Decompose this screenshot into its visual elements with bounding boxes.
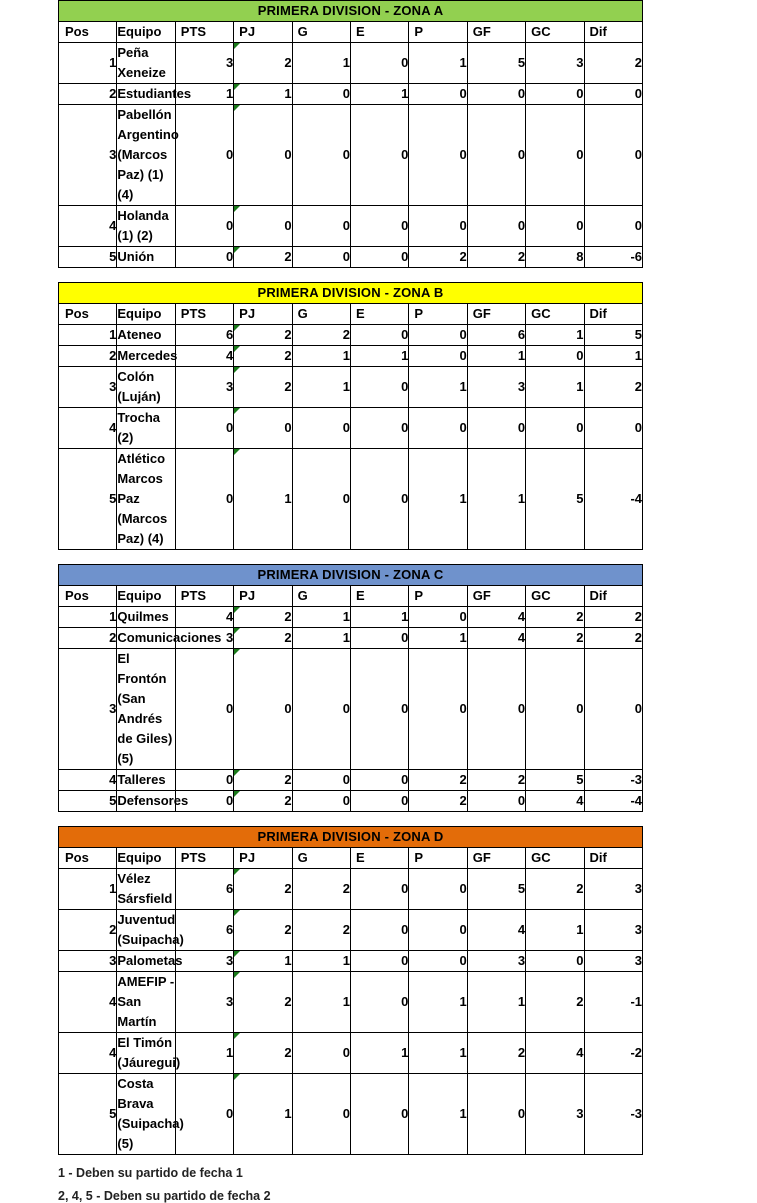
footnote: 1 - Deben su partido de fecha 1: [58, 1166, 243, 1180]
cell-pj: 2: [234, 247, 292, 268]
cell-g: 0: [292, 247, 350, 268]
column-header-pj: PJ: [234, 848, 292, 869]
cell-p: 1: [409, 367, 467, 408]
column-header-team: Equipo: [117, 22, 175, 43]
column-header-team: Equipo: [117, 848, 175, 869]
cell-pj: 0: [234, 649, 292, 770]
cell-p: 0: [409, 869, 467, 910]
cell-dif: 0: [584, 649, 642, 770]
cell-g: 0: [292, 84, 350, 105]
cell-team: Holanda (1) (2): [117, 206, 175, 247]
cell-g: 1: [292, 628, 350, 649]
cell-e: 1: [350, 607, 408, 628]
cell-p: 0: [409, 84, 467, 105]
cell-team: Pabellón Argentino (Marcos Paz) (1) (4): [117, 105, 175, 206]
cell-pj: 1: [234, 1074, 292, 1155]
cell-e: 1: [350, 346, 408, 367]
column-header-g: G: [292, 586, 350, 607]
cell-e: 0: [350, 325, 408, 346]
footnote: 2, 4, 5 - Deben su partido de fecha 2: [58, 1189, 271, 1203]
table-row: [59, 649, 643, 770]
cell-dif: -6: [584, 247, 642, 268]
column-header-pos: Pos: [59, 22, 117, 43]
cell-e: 0: [350, 449, 408, 550]
cell-team: Mercedes: [117, 346, 175, 367]
table-row: [59, 869, 643, 910]
cell-team: Colón (Luján): [117, 367, 175, 408]
zone-block: [0, 282, 757, 550]
cell-dif: 2: [584, 367, 642, 408]
cell-pj: 2: [234, 607, 292, 628]
cell-p: 0: [409, 206, 467, 247]
cell-pts: 0: [175, 649, 233, 770]
cell-dif: 3: [584, 869, 642, 910]
cell-team: Estudiantes: [117, 84, 175, 105]
cell-gf: 0: [467, 206, 525, 247]
cell-pos: 3: [59, 649, 117, 770]
table-row: [59, 206, 643, 247]
cell-pos: 2: [59, 910, 117, 951]
cell-pts: 3: [175, 628, 233, 649]
cell-pos: 1: [59, 607, 117, 628]
cell-e: 0: [350, 628, 408, 649]
cell-gc: 1: [526, 367, 584, 408]
table-row: [59, 910, 643, 951]
standings-table: [58, 564, 643, 812]
cell-p: 1: [409, 43, 467, 84]
column-header-g: G: [292, 304, 350, 325]
cell-pos: 3: [59, 951, 117, 972]
cell-pos: 2: [59, 346, 117, 367]
column-header-pts: PTS: [175, 586, 233, 607]
cell-g: 1: [292, 367, 350, 408]
cell-team: Vélez Sársfield: [117, 869, 175, 910]
table-header-row: [59, 304, 643, 325]
zone-block: [0, 564, 757, 812]
column-header-pj: PJ: [234, 22, 292, 43]
cell-pos: 4: [59, 972, 117, 1033]
cell-gf: 3: [467, 367, 525, 408]
column-header-gc: GC: [526, 848, 584, 869]
cell-gc: 4: [526, 791, 584, 812]
cell-gc: 3: [526, 43, 584, 84]
table-row: [59, 408, 643, 449]
cell-pos: 2: [59, 628, 117, 649]
cell-team: Talleres: [117, 770, 175, 791]
cell-pj: 0: [234, 206, 292, 247]
cell-dif: 2: [584, 628, 642, 649]
cell-pj: 2: [234, 367, 292, 408]
cell-team: Quilmes: [117, 607, 175, 628]
column-header-pj: PJ: [234, 304, 292, 325]
cell-pts: 6: [175, 910, 233, 951]
cell-gc: 0: [526, 951, 584, 972]
footnotes: [58, 1166, 757, 1203]
cell-gc: 2: [526, 607, 584, 628]
cell-pj: 1: [234, 951, 292, 972]
cell-dif: 3: [584, 910, 642, 951]
standings-table: [58, 282, 643, 550]
column-header-pts: PTS: [175, 848, 233, 869]
cell-e: 1: [350, 84, 408, 105]
cell-team: Peña Xeneize: [117, 43, 175, 84]
cell-dif: -2: [584, 1033, 642, 1074]
cell-p: 0: [409, 607, 467, 628]
table-row: [59, 770, 643, 791]
cell-gc: 0: [526, 408, 584, 449]
cell-pj: 2: [234, 972, 292, 1033]
cell-dif: 0: [584, 206, 642, 247]
cell-gc: 0: [526, 84, 584, 105]
column-header-gc: GC: [526, 586, 584, 607]
cell-team: Ateneo: [117, 325, 175, 346]
cell-pts: 3: [175, 972, 233, 1033]
cell-team: Atlético Marcos Paz (Marcos Paz) (4): [117, 449, 175, 550]
column-header-gc: GC: [526, 304, 584, 325]
cell-gc: 0: [526, 346, 584, 367]
column-header-pos: Pos: [59, 586, 117, 607]
cell-e: 0: [350, 43, 408, 84]
cell-gc: 1: [526, 325, 584, 346]
cell-p: 0: [409, 910, 467, 951]
column-header-pts: PTS: [175, 22, 233, 43]
cell-g: 0: [292, 791, 350, 812]
cell-g: 2: [292, 325, 350, 346]
cell-gf: 3: [467, 951, 525, 972]
cell-p: 2: [409, 770, 467, 791]
cell-p: 2: [409, 247, 467, 268]
cell-gf: 6: [467, 325, 525, 346]
cell-dif: 2: [584, 43, 642, 84]
cell-dif: 3: [584, 951, 642, 972]
column-header-e: E: [350, 848, 408, 869]
column-header-dif: Dif: [584, 304, 642, 325]
cell-gf: 4: [467, 607, 525, 628]
cell-p: 0: [409, 346, 467, 367]
cell-g: 0: [292, 1033, 350, 1074]
column-header-g: G: [292, 22, 350, 43]
cell-e: 0: [350, 972, 408, 1033]
cell-pts: 4: [175, 346, 233, 367]
cell-dif: 1: [584, 346, 642, 367]
cell-p: 0: [409, 408, 467, 449]
cell-g: 2: [292, 910, 350, 951]
cell-g: 1: [292, 972, 350, 1033]
cell-team: AMEFIP - San Martín: [117, 972, 175, 1033]
table-row: [59, 791, 643, 812]
cell-gc: 0: [526, 649, 584, 770]
table-row: [59, 105, 643, 206]
cell-pj: 2: [234, 770, 292, 791]
table-header-row: [59, 586, 643, 607]
cell-team: Comunicaciones: [117, 628, 175, 649]
cell-p: 1: [409, 1074, 467, 1155]
cell-team: Defensores: [117, 791, 175, 812]
table-row: [59, 1074, 643, 1155]
cell-dif: -4: [584, 449, 642, 550]
cell-pts: 0: [175, 791, 233, 812]
cell-e: 0: [350, 770, 408, 791]
table-row: [59, 367, 643, 408]
cell-pos: 3: [59, 367, 117, 408]
cell-gf: 0: [467, 649, 525, 770]
cell-pos: 4: [59, 206, 117, 247]
cell-team: Unión: [117, 247, 175, 268]
cell-pj: 2: [234, 325, 292, 346]
cell-gf: 0: [467, 791, 525, 812]
column-header-gf: GF: [467, 22, 525, 43]
table-row: [59, 607, 643, 628]
cell-gc: 4: [526, 1033, 584, 1074]
zone-title: PRIMERA DIVISION - ZONA B: [59, 283, 643, 304]
zone-spacer: [0, 812, 757, 826]
cell-pts: 0: [175, 1074, 233, 1155]
cell-g: 0: [292, 1074, 350, 1155]
cell-gf: 1: [467, 346, 525, 367]
table-row: [59, 346, 643, 367]
cell-g: 1: [292, 346, 350, 367]
cell-team: Juventud (Suipacha): [117, 910, 175, 951]
table-header-row: [59, 848, 643, 869]
cell-pts: 0: [175, 449, 233, 550]
column-header-team: Equipo: [117, 586, 175, 607]
cell-pj: 2: [234, 628, 292, 649]
cell-pts: 0: [175, 408, 233, 449]
cell-g: 0: [292, 408, 350, 449]
cell-g: 0: [292, 105, 350, 206]
cell-pos: 4: [59, 1033, 117, 1074]
cell-pos: 1: [59, 43, 117, 84]
column-header-g: G: [292, 848, 350, 869]
cell-pos: 3: [59, 105, 117, 206]
cell-dif: 0: [584, 105, 642, 206]
cell-gf: 4: [467, 628, 525, 649]
cell-team: El Frontón (San Andrés de Giles) (5): [117, 649, 175, 770]
cell-p: 1: [409, 628, 467, 649]
cell-e: 0: [350, 408, 408, 449]
column-header-gf: GF: [467, 304, 525, 325]
cell-e: 0: [350, 206, 408, 247]
cell-p: 0: [409, 951, 467, 972]
cell-pts: 3: [175, 951, 233, 972]
zone-title: PRIMERA DIVISION - ZONA D: [59, 827, 643, 848]
cell-pts: 1: [175, 1033, 233, 1074]
cell-pts: 0: [175, 105, 233, 206]
cell-g: 0: [292, 449, 350, 550]
cell-pj: 2: [234, 346, 292, 367]
cell-dif: -3: [584, 770, 642, 791]
cell-e: 0: [350, 869, 408, 910]
cell-pos: 1: [59, 325, 117, 346]
cell-pj: 2: [234, 43, 292, 84]
cell-gc: 2: [526, 869, 584, 910]
cell-team: Palometas: [117, 951, 175, 972]
zone-spacer: [0, 268, 757, 282]
cell-gf: 4: [467, 910, 525, 951]
table-row: [59, 1033, 643, 1074]
cell-p: 1: [409, 1033, 467, 1074]
cell-pts: 0: [175, 770, 233, 791]
cell-pos: 5: [59, 449, 117, 550]
cell-dif: -3: [584, 1074, 642, 1155]
cell-e: 1: [350, 1033, 408, 1074]
table-row: [59, 951, 643, 972]
table-row: [59, 247, 643, 268]
column-header-e: E: [350, 22, 408, 43]
zone-title: PRIMERA DIVISION - ZONA C: [59, 565, 643, 586]
cell-pj: 1: [234, 84, 292, 105]
cell-gc: 2: [526, 628, 584, 649]
cell-p: 0: [409, 649, 467, 770]
table-row: [59, 325, 643, 346]
table-row: [59, 972, 643, 1033]
cell-e: 0: [350, 105, 408, 206]
cell-g: 1: [292, 43, 350, 84]
cell-e: 0: [350, 910, 408, 951]
table-row: [59, 628, 643, 649]
cell-gf: 5: [467, 43, 525, 84]
cell-gc: 5: [526, 449, 584, 550]
cell-e: 0: [350, 367, 408, 408]
cell-dif: 0: [584, 408, 642, 449]
zone-title: PRIMERA DIVISION - ZONA A: [59, 1, 643, 22]
cell-gc: 3: [526, 1074, 584, 1155]
cell-dif: 5: [584, 325, 642, 346]
cell-pos: 5: [59, 247, 117, 268]
cell-dif: 2: [584, 607, 642, 628]
cell-pos: 5: [59, 791, 117, 812]
cell-dif: -4: [584, 791, 642, 812]
cell-pos: 1: [59, 869, 117, 910]
column-header-dif: Dif: [584, 848, 642, 869]
cell-g: 0: [292, 649, 350, 770]
cell-pj: 2: [234, 869, 292, 910]
zone-spacer: [0, 550, 757, 564]
column-header-gf: GF: [467, 586, 525, 607]
cell-gc: 2: [526, 972, 584, 1033]
column-header-e: E: [350, 304, 408, 325]
cell-pj: 2: [234, 910, 292, 951]
column-header-pts: PTS: [175, 304, 233, 325]
cell-gf: 0: [467, 84, 525, 105]
cell-e: 0: [350, 951, 408, 972]
table-row: [59, 43, 643, 84]
column-header-p: P: [409, 304, 467, 325]
cell-gf: 0: [467, 1074, 525, 1155]
cell-pts: 4: [175, 607, 233, 628]
cell-gf: 0: [467, 408, 525, 449]
cell-gc: 0: [526, 105, 584, 206]
cell-g: 1: [292, 951, 350, 972]
cell-pos: 4: [59, 770, 117, 791]
column-header-pj: PJ: [234, 586, 292, 607]
cell-pj: 0: [234, 408, 292, 449]
cell-gc: 8: [526, 247, 584, 268]
cell-gf: 1: [467, 972, 525, 1033]
cell-g: 0: [292, 206, 350, 247]
table-row: [59, 84, 643, 105]
cell-g: 0: [292, 770, 350, 791]
column-header-p: P: [409, 848, 467, 869]
column-header-gc: GC: [526, 22, 584, 43]
column-header-gf: GF: [467, 848, 525, 869]
cell-pts: 0: [175, 247, 233, 268]
cell-gf: 2: [467, 247, 525, 268]
cell-pts: 0: [175, 206, 233, 247]
cell-pts: 3: [175, 43, 233, 84]
column-header-dif: Dif: [584, 22, 642, 43]
cell-e: 0: [350, 649, 408, 770]
cell-p: 1: [409, 449, 467, 550]
cell-e: 0: [350, 247, 408, 268]
cell-pts: 6: [175, 869, 233, 910]
column-header-e: E: [350, 586, 408, 607]
cell-gf: 0: [467, 105, 525, 206]
column-header-p: P: [409, 22, 467, 43]
cell-gc: 5: [526, 770, 584, 791]
table-row: [59, 449, 643, 550]
cell-pj: 1: [234, 449, 292, 550]
table-header-row: [59, 22, 643, 43]
cell-gf: 5: [467, 869, 525, 910]
cell-e: 0: [350, 1074, 408, 1155]
cell-p: 1: [409, 972, 467, 1033]
cell-pts: 6: [175, 325, 233, 346]
column-header-pos: Pos: [59, 848, 117, 869]
cell-team: Costa Brava (Suipacha) (5): [117, 1074, 175, 1155]
cell-gf: 2: [467, 1033, 525, 1074]
cell-pj: 0: [234, 105, 292, 206]
standings-table: [58, 0, 643, 268]
cell-dif: -1: [584, 972, 642, 1033]
cell-g: 2: [292, 869, 350, 910]
cell-pts: 3: [175, 367, 233, 408]
cell-gf: 1: [467, 449, 525, 550]
column-header-pos: Pos: [59, 304, 117, 325]
cell-p: 0: [409, 105, 467, 206]
zone-block: [0, 826, 757, 1155]
cell-team: Trocha (2): [117, 408, 175, 449]
cell-gc: 1: [526, 910, 584, 951]
cell-team: El Timón (Jáuregui): [117, 1033, 175, 1074]
column-header-dif: Dif: [584, 586, 642, 607]
cell-dif: 0: [584, 84, 642, 105]
column-header-p: P: [409, 586, 467, 607]
cell-e: 0: [350, 791, 408, 812]
cell-gc: 0: [526, 206, 584, 247]
zone-block: [0, 0, 757, 268]
cell-pj: 2: [234, 1033, 292, 1074]
cell-p: 2: [409, 791, 467, 812]
cell-pts: 1: [175, 84, 233, 105]
cell-pj: 2: [234, 791, 292, 812]
standings-table: [58, 826, 643, 1155]
cell-gf: 2: [467, 770, 525, 791]
cell-g: 1: [292, 607, 350, 628]
cell-p: 0: [409, 325, 467, 346]
cell-pos: 2: [59, 84, 117, 105]
cell-pos: 5: [59, 1074, 117, 1155]
column-header-team: Equipo: [117, 304, 175, 325]
cell-pos: 4: [59, 408, 117, 449]
